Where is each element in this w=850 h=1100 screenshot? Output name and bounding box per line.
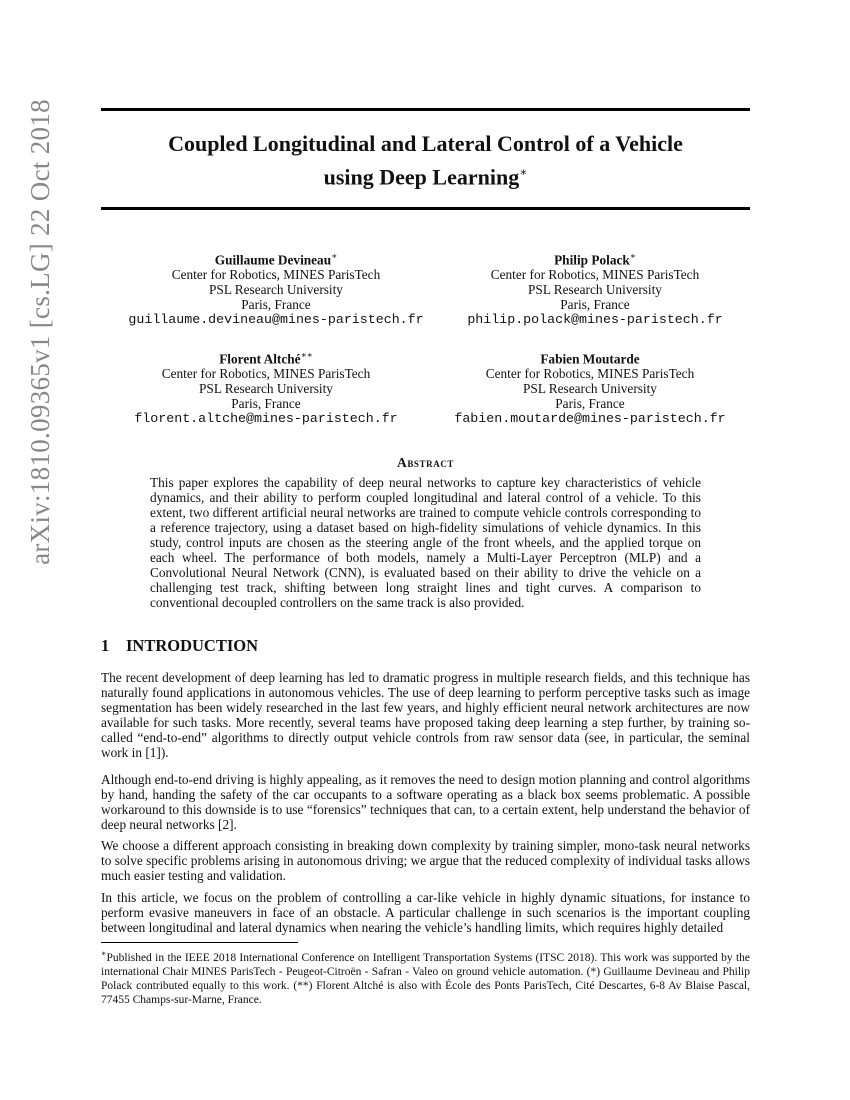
author-university: PSL Research University bbox=[523, 381, 657, 397]
title-line-2: using Deep Learning∗ bbox=[323, 164, 528, 190]
author-affiliation: Center for Robotics, MINES ParisTech bbox=[171, 267, 381, 283]
author-block bbox=[425, 348, 755, 426]
author-email[interactable]: guillaume.devineau@mines-paristech.fr bbox=[128, 312, 424, 328]
title-rule-bottom bbox=[101, 207, 750, 210]
title-rule-top bbox=[101, 108, 750, 111]
author-email[interactable]: florent.altche@mines-paristech.fr bbox=[134, 411, 398, 427]
footnote-mark: ∗ bbox=[101, 949, 107, 958]
section-heading bbox=[101, 636, 258, 656]
author-city: Paris, France bbox=[231, 396, 301, 412]
author-name: Guillaume Devineau∗ bbox=[214, 251, 338, 268]
author-city: Paris, France bbox=[241, 297, 311, 313]
paper-title bbox=[101, 130, 750, 191]
author-block bbox=[111, 249, 441, 327]
arxiv-stamp: arXiv:1810.09365v1 [cs.LG] 22 Oct 2018 bbox=[25, 99, 55, 565]
author-city: Paris, France bbox=[560, 297, 630, 313]
section-number: 1 bbox=[101, 636, 110, 655]
author-university: PSL Research University bbox=[209, 282, 343, 298]
abstract-text: This paper explores the capability of deep neural networks to capture key characteristics of vehicle dynamics, and their ability to perform coupled longitudinal and lateral control of a vehicle. To this extent, two different artificial neural networks are trained to compute vehicle controls corresponding to a reference trajectory, using a dataset based on high-fidelity simulations of vehicle dynamics. In this study, control inputs are chosen as the steering angle of the front wheels, and the applied torque on each wheel. The performance of both models, namely a Multi-Layer Perceptron (MLP) and a Convolutional Neural Network (CNN), is evaluated based on their ability to drive the vehicle on a challenging test track, shifting between long straight lines and tight curves. A comparison to conventional decoupled controllers on the same track is also provided. bbox=[150, 475, 701, 610]
body-paragraph: Although end-to-end driving is highly appealing, as it removes the need to design motion planning and control algorithms by hand, handing the safety of the car occupants to a software operating as a black box seems problematic. A possible workaround to this downside is to use “forensics” techniques that can, to a certain extent, help understand the behavior of deep neural networks [2]. bbox=[101, 772, 750, 832]
author-email[interactable]: philip.polack@mines-paristech.fr bbox=[467, 312, 723, 328]
author-university: PSL Research University bbox=[199, 381, 333, 397]
title-line-1: Coupled Longitudinal and Lateral Control of a Vehicle bbox=[168, 131, 683, 156]
footnote bbox=[101, 947, 750, 1007]
body-paragraph: We choose a different approach consisting in breaking down complexity by training simpler, mono-task neural networks to solve specific problems arising in autonomous driving; we argue that the reduced complexity of individual tasks allows much easier testing and validation. bbox=[101, 838, 750, 883]
author-name: Fabien Moutarde bbox=[540, 351, 640, 367]
author-affiliation: Center for Robotics, MINES ParisTech bbox=[490, 267, 700, 283]
body-paragraph: In this article, we focus on the problem of controlling a car-like vehicle in highly dynamic situations, for instance to perform evasive maneuvers in face of an obstacle. A particular challenge in such scenarios is the important coupling between longitudinal and lateral dynamics when nearing the vehicle’s handling limits, which requires highly detailed bbox=[101, 890, 750, 935]
body-paragraph: The recent development of deep learning has led to dramatic progress in multiple research fields, and this technique has naturally found applications in autonomous vehicles. The use of deep learning to perform perceptive tasks such as image segmentation has been widely researched in the last few years, and highly efficient neural network architectures are now available for such tasks. More recently, several teams have proposed taking deep learning a step further, by training so-called “end-to-end” algorithms to directly output vehicle controls from raw sensor data (see, in particular, the seminal work in [1]). bbox=[101, 670, 750, 760]
author-university: PSL Research University bbox=[528, 282, 662, 298]
author-block bbox=[101, 348, 431, 426]
author-name: Philip Polack∗ bbox=[554, 251, 636, 268]
footnote-rule bbox=[101, 942, 298, 943]
section-title: INTRODUCTION bbox=[126, 636, 259, 655]
author-affiliation: Center for Robotics, MINES ParisTech bbox=[485, 366, 695, 382]
author-city: Paris, France bbox=[555, 396, 625, 412]
author-email[interactable]: fabien.moutarde@mines-paristech.fr bbox=[454, 411, 726, 427]
footnote-text: Published in the IEEE 2018 International Conference on Intelligent Transportation Systems (ITSC 2018). This work was supported by the international Chair MINES ParisTech - Peugeot-Citroën - Safran - Valeo on ground vehicle automation. (*) Guillaume Devineau and Philip Polack contributed equally to this work. (**) Florent Altché is also with École des Ponts ParisTech, Cité Descartes, 6-8 Av Blaise Pascal, 77455 Champs-sur-Marne, France. bbox=[101, 951, 750, 1006]
author-block bbox=[430, 249, 760, 327]
abstract-heading: Abstract bbox=[396, 455, 455, 470]
title-footnote-mark: ∗ bbox=[519, 165, 528, 179]
author-affiliation: Center for Robotics, MINES ParisTech bbox=[161, 366, 371, 382]
author-name: Florent Altché∗∗ bbox=[219, 350, 313, 367]
